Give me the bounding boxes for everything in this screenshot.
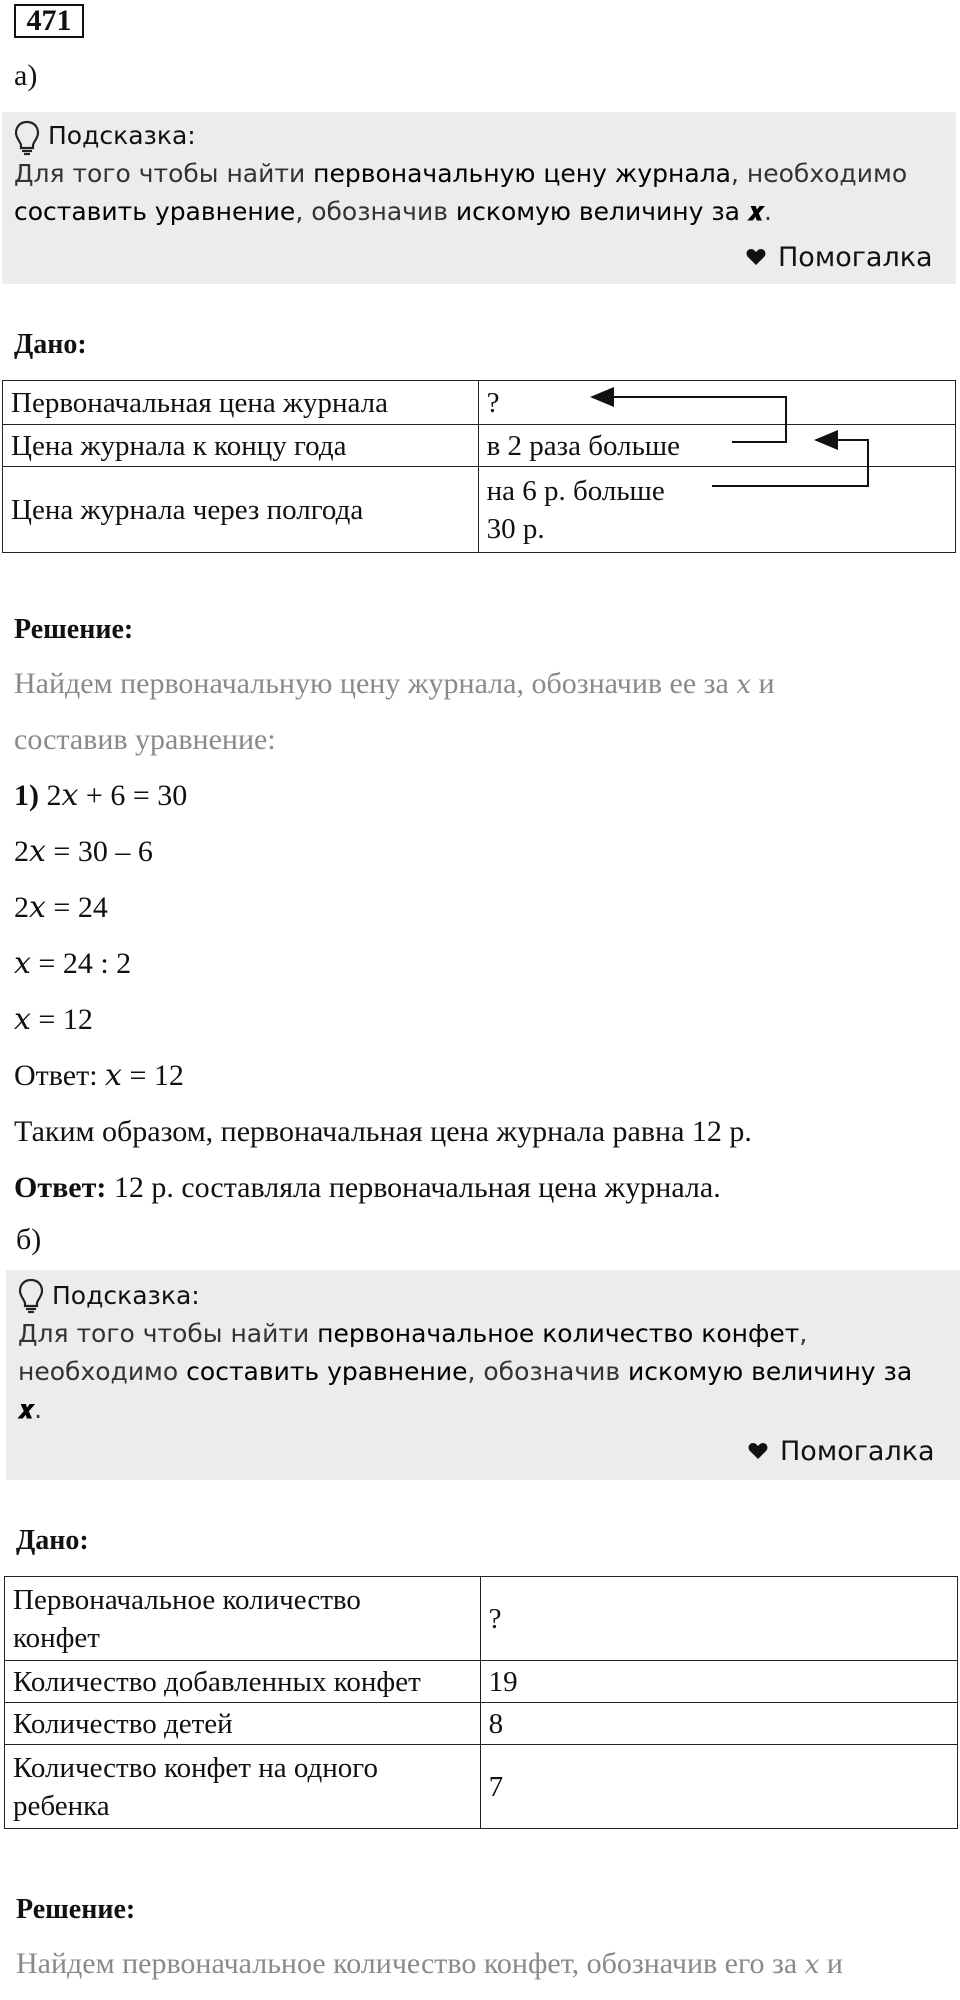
relation-arrows [0, 0, 960, 560]
solution-intro-b [16, 1946, 843, 1983]
hint-keyword: искомую величину за [455, 197, 748, 226]
table-row [5, 1745, 958, 1829]
cell-line: Количество конфет на одного [13, 1751, 378, 1784]
given-title-a: Дано: [14, 329, 87, 360]
table-row [5, 1577, 958, 1661]
equation-line: 𝑥 = 12 [14, 1003, 93, 1036]
given-table-b [4, 1576, 958, 1829]
brand-link-a[interactable]: Помогалка [778, 242, 933, 273]
heart-icon [748, 1442, 768, 1460]
intro-text: и [751, 667, 775, 700]
brand-link-b[interactable]: Помогалка [780, 1436, 935, 1467]
final-answer-a [14, 1170, 721, 1206]
arrow-line [712, 440, 868, 486]
hint-keyword: составить уравнение [186, 1357, 468, 1386]
table-row [5, 1703, 958, 1745]
table-cell: 19 [480, 1661, 957, 1703]
equation-line: 2𝑥 = 30 – 6 [14, 835, 153, 868]
equation-line: 2𝑥 = 24 [14, 891, 108, 924]
hint-line1-b [18, 1318, 807, 1350]
hint-text: Для того чтобы найти [14, 159, 314, 188]
hint-keyword: первоначальное количество конфет [317, 1319, 800, 1348]
hint-text: , обозначив [295, 197, 456, 226]
variable: 𝑥 [736, 670, 752, 700]
table-cell: 8 [480, 1703, 957, 1745]
cell-line: Первоначальное количество [13, 1583, 361, 1616]
table-cell: ? [480, 1577, 957, 1661]
answer-line: Ответ: 𝑥 = 12 [14, 1059, 184, 1092]
table-cell: 7 [480, 1745, 957, 1829]
cell-line: ребенка [13, 1789, 110, 1822]
hint-line2-b [18, 1356, 912, 1388]
table-cell [5, 1745, 481, 1829]
table-cell [5, 1577, 481, 1661]
cell-line: 30 р. [486, 512, 545, 545]
hint-line3-b [18, 1394, 42, 1426]
intro-text: Найдем первоначальную цену журнала, обозначив ее за [14, 667, 737, 700]
hint-text: Для того чтобы найти [18, 1319, 318, 1348]
hint-variable: 𝒙 [747, 197, 764, 226]
conclusion: Таким образом, первоначальная цена журнала равна 12 р. [14, 1115, 752, 1148]
hint-text: необходимо [18, 1357, 187, 1386]
solution-title-a: Решение: [14, 614, 134, 645]
solution-intro-a-2: составив уравнение: [14, 723, 276, 756]
table-cell: Первоначальная цена журнала [3, 381, 479, 425]
arrow-line [592, 397, 786, 442]
table-cell: ? [478, 381, 955, 425]
hint-box-b [6, 1270, 960, 1480]
cell-line: конфет [13, 1621, 100, 1654]
table-cell: Цена журнала через полгода [3, 467, 479, 553]
equation-line [14, 778, 187, 814]
solution-intro-a [14, 666, 775, 703]
intro-text: Найдем первоначальное количество конфет, обозначив его за [16, 1947, 805, 1980]
equation-text: 2𝑥 + 6 = 30 [46, 779, 188, 812]
problem-number: 471 [14, 4, 84, 38]
step-label: 1) [14, 779, 39, 812]
answer-label: Ответ: [14, 1171, 107, 1204]
cell-line: на 6 р. больше [486, 474, 665, 507]
hint-keyword: первоначальную цену журнала [313, 159, 731, 188]
hint-keyword: искомую величину за [628, 1357, 913, 1386]
table-cell: Количество детей [5, 1703, 481, 1745]
lightbulb-icon [18, 1278, 44, 1314]
answer-text: 12 р. составляла первоначальная цена журнала. [106, 1171, 721, 1204]
table-cell: Количество добавленных конфет [5, 1661, 481, 1703]
intro-text: и [819, 1947, 843, 1980]
solution-title-b: Решение: [16, 1894, 136, 1925]
table-cell: в 2 раза больше [478, 425, 955, 467]
table-row [5, 1661, 958, 1703]
hint-text: , [799, 1319, 808, 1348]
hint-text: , обозначив [467, 1357, 629, 1386]
part-b-label: б) [16, 1223, 42, 1256]
hint-text: . [764, 197, 772, 226]
equation-line: 𝑥 = 24 : 2 [14, 947, 132, 980]
given-title-b: Дано: [16, 1525, 89, 1556]
hint-title-a: Подсказка: [48, 121, 196, 150]
hint-title-b: Подсказка: [52, 1281, 200, 1310]
table-cell: Цена журнала к концу года [3, 425, 479, 467]
part-a-label: а) [14, 59, 38, 92]
hint-text: , необходимо [731, 159, 908, 188]
hint-keyword: составить уравнение [14, 197, 296, 226]
hint-text: . [34, 1395, 43, 1424]
hint-variable: 𝒙 [18, 1395, 35, 1424]
variable: 𝑥 [804, 1950, 820, 1980]
